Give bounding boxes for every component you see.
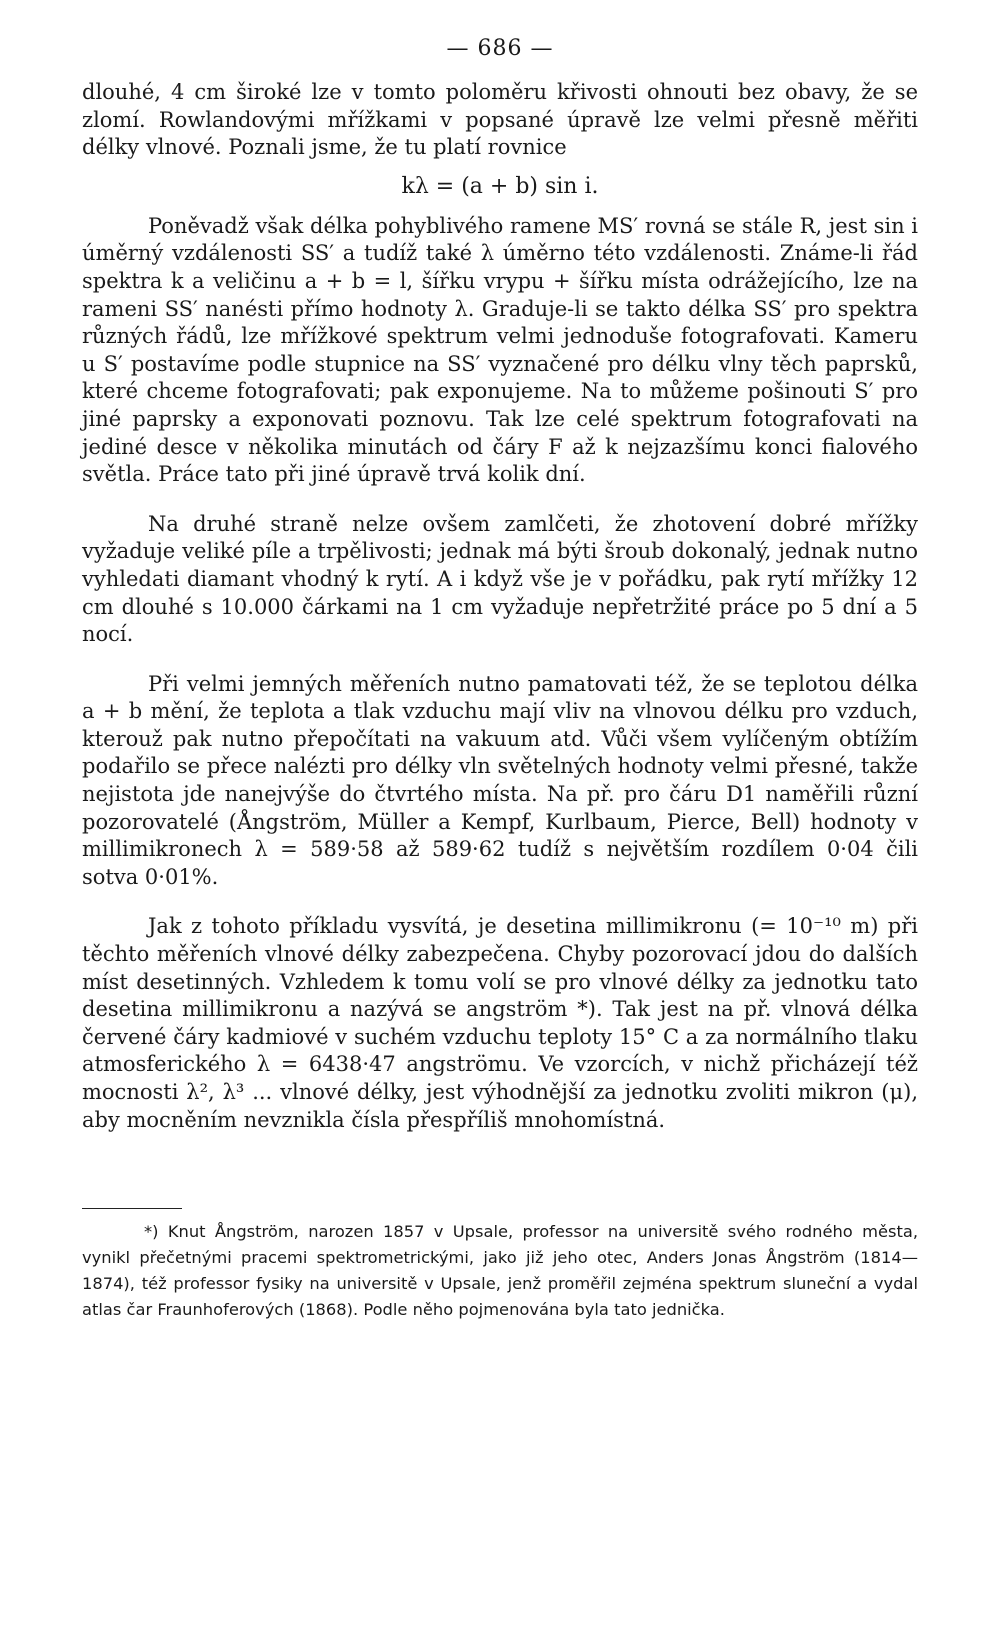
paragraph-3: Na druhé straně nelze ovšem zamlčeti, že zhotovení dobré mřížky vyžaduje veliké píle a trpělivosti; jednak má býti šroub dokonalý, jednak nutno vyhledati diamant vhodný k rytí. A i když vše je v pořádku, pak rytí mřížky 12 cm dlouhé s 10.000 čárkami na 1 cm vyžaduje nepřetržité práce po 5 dní a 5 nocí. [82, 511, 918, 647]
paragraph-4: Při velmi jemných měřeních nutno pamatovati též, že se teplotou délka a + b mění, že teplota a tlak vzduchu mají vliv na vlnovou délku pro vzduch, kterouž pak nutno přepočítati na vakuum atd. Vůči všem vylíčeným obtížím podařilo se přece nalézti pro délky vln světelných hodnoty velmi přesné, takže nejistota jde nanejvýše do čtvrtého místa. Na př. pro čáru D1 naměřili různí pozorovatelé (Ångström, Müller a Kempf, Kurlbaum, Pierce, Bell) hodnoty v millimikronech λ = 589·58 až 589·62 tudíž s největším rozdílem 0·04 čili sotva 0·01%. [82, 671, 918, 889]
footnote-divider [82, 1208, 182, 1209]
paragraph-1: dlouhé, 4 cm široké lze v tomto poloměru křivosti ohnouti bez obavy, že se zlomí. Rowlandovými mřížkami v popsané úpravě lze velmi přesně měřiti délky vlnové. Poznali jsme, že tu platí rovnice [82, 80, 918, 160]
paragraph-5: Jak z tohoto příkladu vysvítá, je desetina millimikronu (= 10⁻¹⁰ m) při těchto měřeních vlnové délky zabezpečena. Chyby pozorovací jdou do dalších míst desetinných. Vzhledem k tomu volí se pro vlnové délky za jednotku tato desetina millimikronu a nazývá se angström *). Tak jest na př. vlnová délka červené čáry kadmiové v suchém vzduchu teploty 15° C a za normálního tlaku atmosferického λ = 6438·47 angströmu. Ve vzorcích, v nichž přicházejí též mocnosti λ², λ³ ... vlnové délky, jest výhodnější za jednotku zvoliti mikron (μ), aby mocněním nevznikla čísla přespříliš mnohomístná. [82, 914, 918, 1132]
page [82, 36, 918, 1323]
page-number: — 686 — [446, 36, 554, 61]
paragraph-2: Poněvadž však délka pohyblivého ramene MS′ rovná se stále R, jest sin i úměrný vzdálenosti SS′ a tudíž také λ úměrno této vzdálenosti. Známe-li řád spektra k a veličinu a + b = l, šířku vrypu + šířku místa odrážejícího, lze na rameni SS′ nanésti přímo hodnoty λ. Graduje-li se takto délka SS′ pro spektra různých řádů, lze mřížkové spektrum velmi jednoduše fotografovati. Kameru u S′ postavíme podle stupnice na SS′ vyznačené pro délku vlny těch paprsků, které chceme fotografovati; pak exponujeme. Na to můžeme pošinouti S′ pro jiné paprsky a exponovati poznovu. Tak lze celé spektrum fotografovati na jediné desce v několika minutách od čáry F až k nejzazšímu konci fialového světla. Práce tato při jiné úpravě trvá kolik dní. [82, 213, 918, 487]
grating-equation: kλ = (a + b) sin i. [401, 173, 599, 199]
footnote: *) Knut Ångström, narozen 1857 v Upsale, professor na universitě svého rodného města, vynikl přečetnými pracemi spektrometrickými, jako již jeho otec, Anders Jonas Ångström (1814—1874), též professor fysiky na universitě v Upsale, jenž proměřil zejména spektrum sluneční a vydal atlas čar Fraunhoferových (1868). Podle něho pojmenována byla tato jednička. [82, 1222, 918, 1320]
